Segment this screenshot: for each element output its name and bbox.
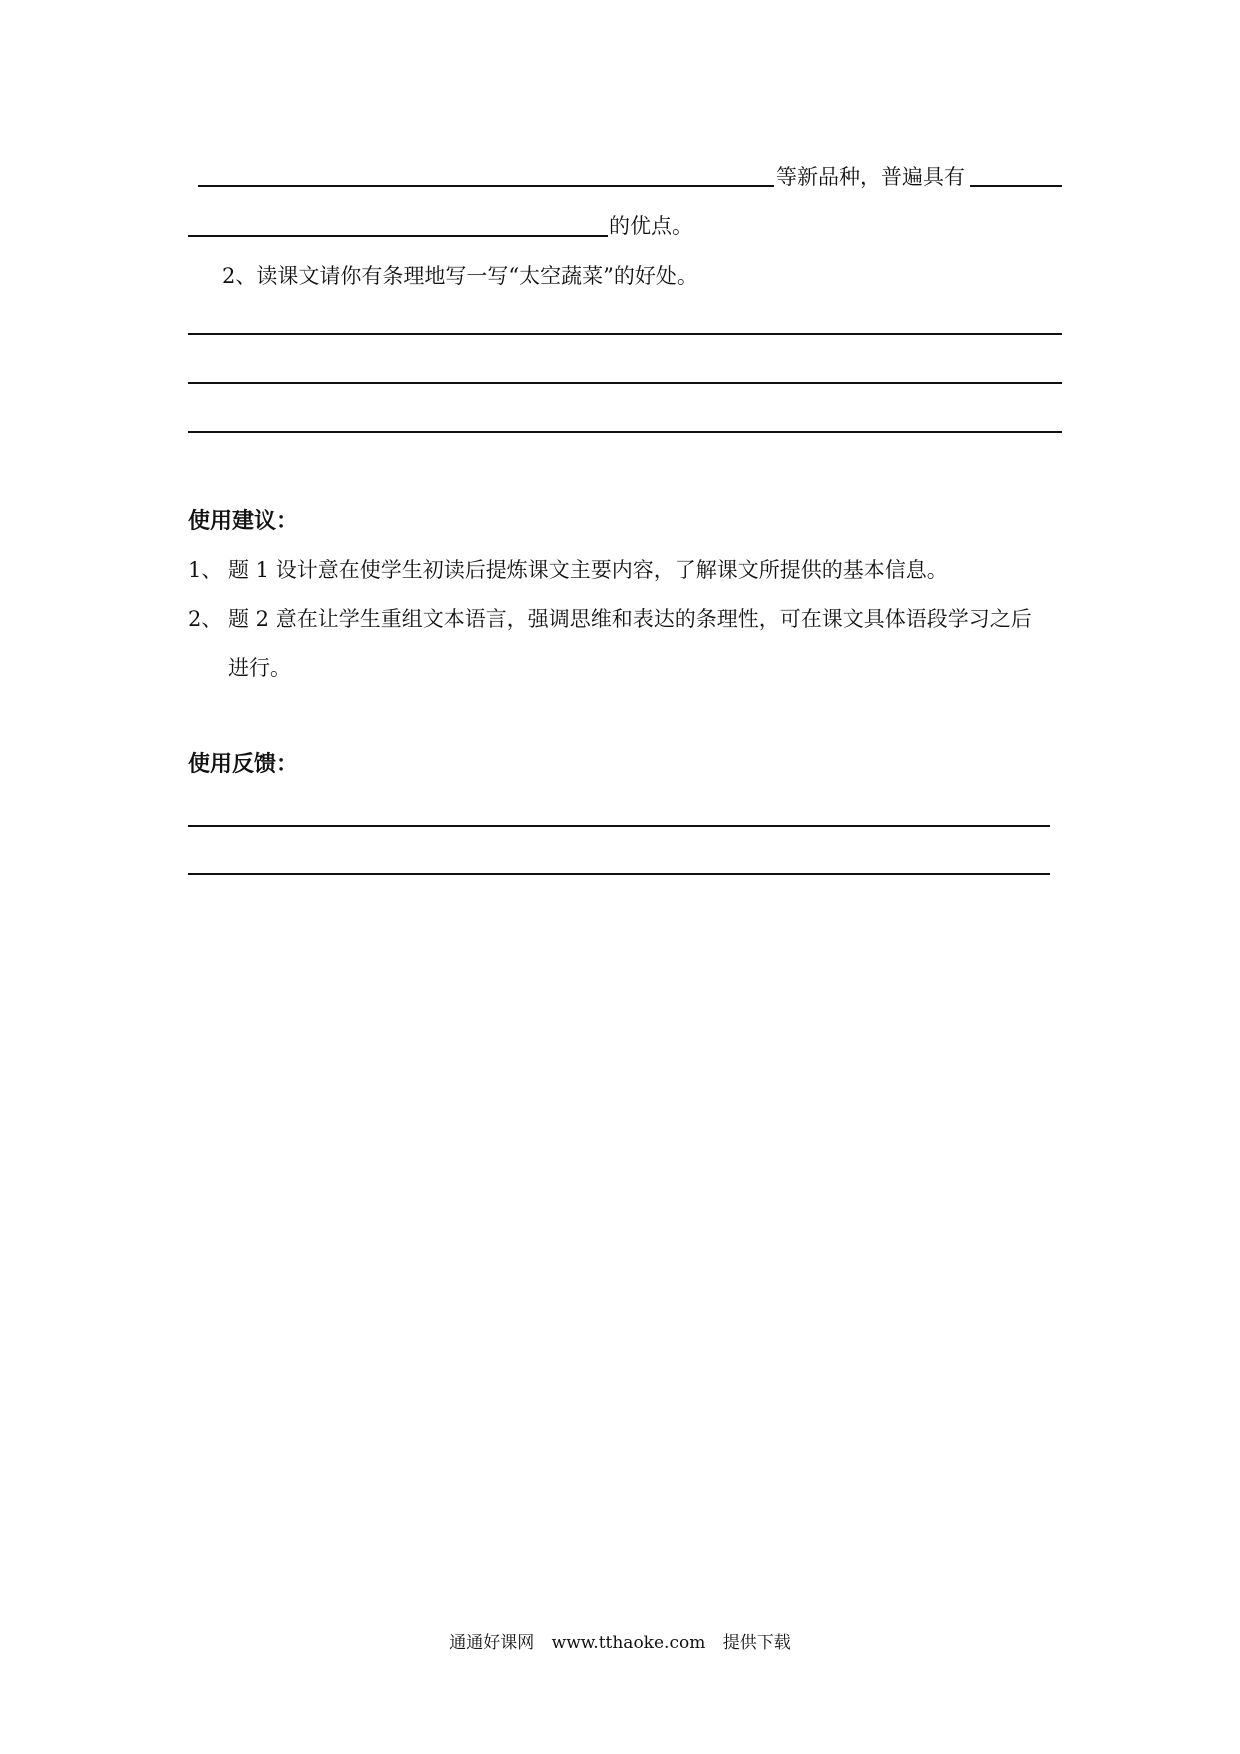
question2-prompt: 2、读课文请你有条理地写一写“太空蔬菜”的好处。 <box>222 264 698 288</box>
suggestion-item-text: 题 1 设计意在使学生初读后提炼课文主要内容，了解课文所提供的基本信息。 <box>228 558 948 582</box>
answer-line[interactable] <box>188 333 1062 335</box>
page-footer <box>0 1631 1240 1655</box>
suggestion-item-number: 2、 <box>188 607 223 631</box>
suggestion-item-number: 1、 <box>188 558 223 582</box>
answer-blank-line[interactable] <box>970 185 1062 187</box>
suggestion-item-text: 题 2 意在让学生重组文本语言，强调思维和表达的条理性，可在课文具体语段学习之后 <box>228 607 1032 631</box>
suggestions-heading: 使用建议： <box>188 509 299 534</box>
question1-line1-text: 等新品种，普遍具有 <box>776 165 965 189</box>
suggestion-item-continuation: 进行。 <box>228 656 291 680</box>
answer-blank-line[interactable] <box>198 185 774 187</box>
answer-line[interactable] <box>188 431 1062 433</box>
question1-line2-text: 的优点。 <box>609 214 693 238</box>
answer-line[interactable] <box>188 382 1062 384</box>
footer-download-text: 提供下载 <box>722 1633 791 1653</box>
footer-url[interactable]: www.tthaoke.com <box>551 1633 706 1653</box>
feedback-heading: 使用反馈： <box>188 752 299 777</box>
footer-site-name: 通通好课网 <box>449 1633 535 1653</box>
feedback-answer-line[interactable] <box>188 873 1050 875</box>
answer-blank-line[interactable] <box>188 235 608 237</box>
feedback-answer-line[interactable] <box>188 825 1050 827</box>
